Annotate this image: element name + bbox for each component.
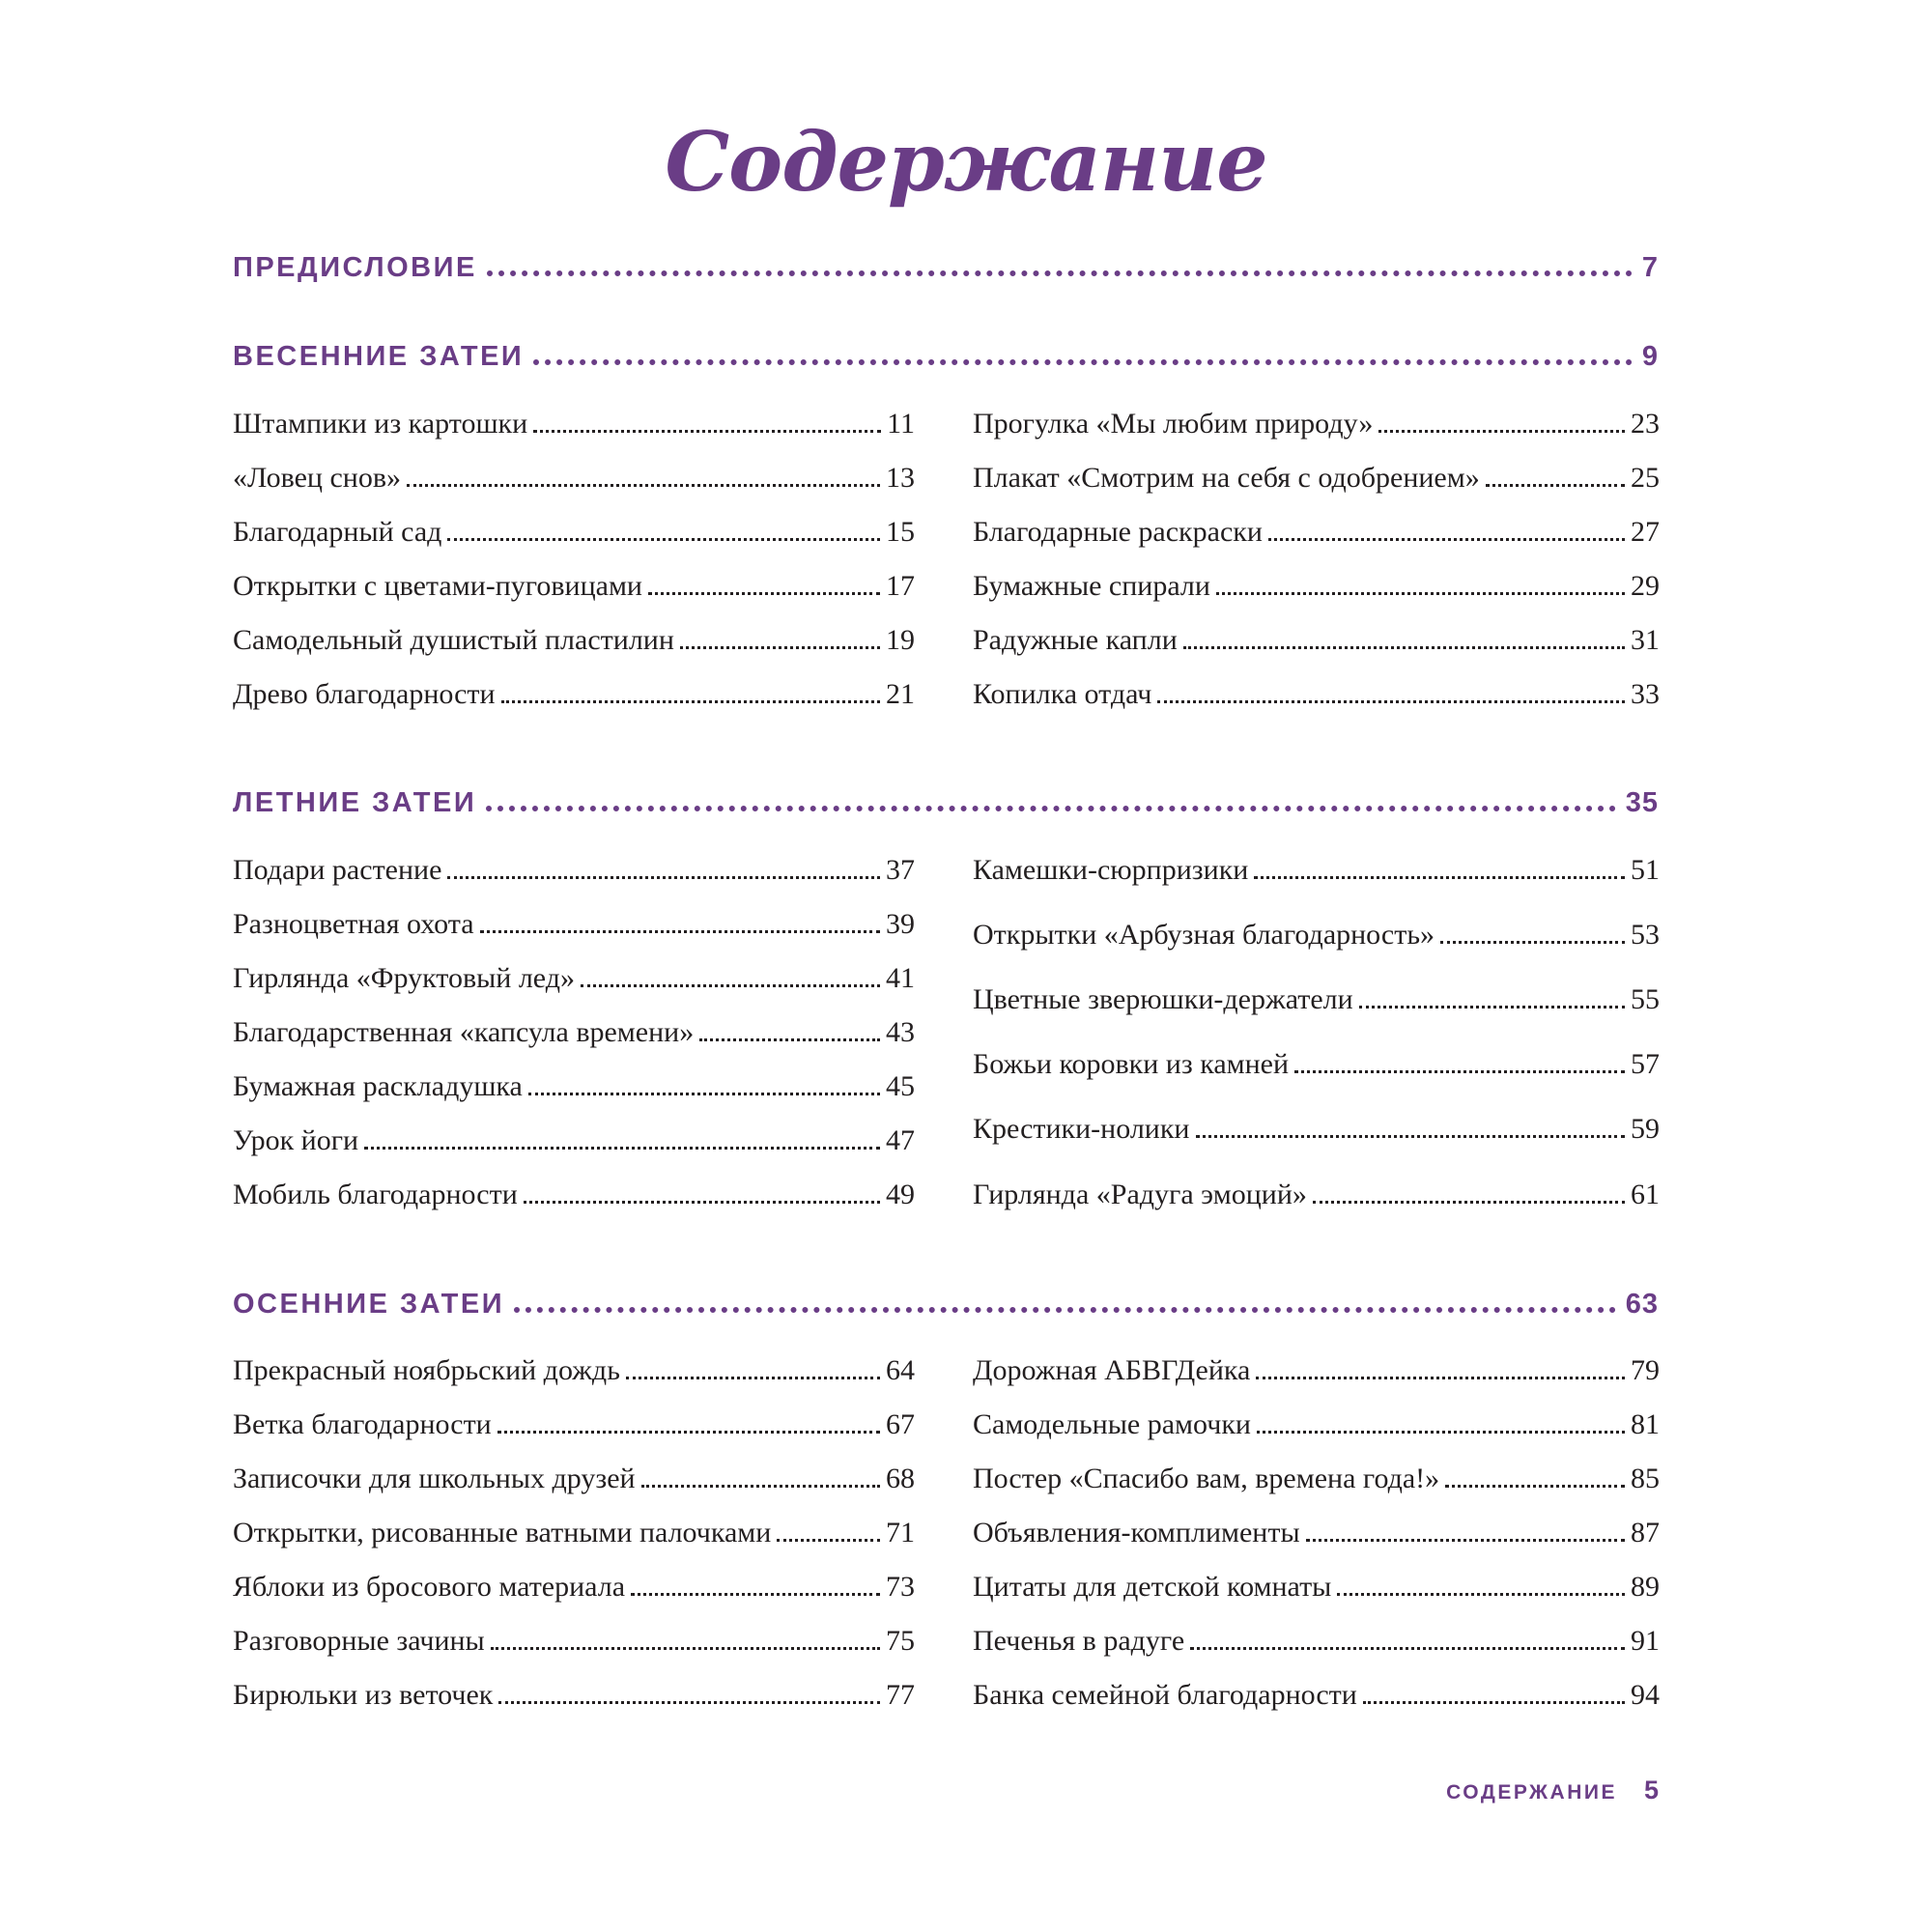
entry-page: 89	[1631, 1571, 1660, 1603]
dot-leader	[1359, 986, 1625, 1009]
toc-entry	[973, 854, 1660, 887]
toc-entry	[233, 1408, 915, 1441]
toc-entry	[973, 408, 1660, 440]
entry-page: 41	[886, 962, 915, 994]
entry-title: Яблоки из бросового материала	[233, 1571, 626, 1603]
toc-entry	[233, 1016, 915, 1049]
toc-entry	[233, 516, 915, 549]
entry-title: Цветные зверюшки-держатели	[973, 983, 1353, 1015]
entry-title: Открытки «Арбузная благодарность»	[973, 919, 1435, 951]
entry-title: Благодарные раскраски	[973, 516, 1263, 548]
entry-page: 67	[886, 1408, 915, 1440]
entry-title: Объявления-комплименты	[973, 1517, 1300, 1548]
toc-entry	[233, 462, 915, 495]
section-title: ВЕСЕННИЕ ЗАТЕИ	[233, 341, 525, 372]
entry-page: 87	[1631, 1517, 1660, 1548]
toc-entry	[973, 1113, 1660, 1146]
toc-entry	[233, 854, 915, 887]
toc-entry	[233, 1124, 915, 1157]
section-title: ПРЕДИСЛОВИЕ	[233, 252, 477, 283]
dot-leader	[680, 627, 880, 649]
section-heading-autumn	[233, 1286, 1659, 1321]
entry-title: Радужные капли	[973, 624, 1178, 656]
dot-leader	[1294, 1051, 1625, 1073]
dot-leader	[699, 1019, 880, 1041]
entry-title: Древо благодарности	[233, 678, 496, 710]
entry-page: 29	[1631, 570, 1660, 602]
entry-page: 23	[1631, 408, 1660, 440]
entry-title: Подари растение	[233, 854, 442, 886]
toc-entry	[973, 1179, 1660, 1211]
section-heading-summer	[233, 784, 1659, 819]
section-heading-spring	[233, 338, 1659, 373]
dot-leader	[1190, 1628, 1625, 1650]
entry-title: Разговорные зачины	[233, 1625, 485, 1657]
dot-leader	[1254, 857, 1625, 879]
entry-page: 73	[886, 1571, 915, 1603]
toc-entry	[973, 462, 1660, 495]
entry-title: «Ловец снов»	[233, 462, 401, 494]
entry-title: Банка семейной благодарности	[973, 1679, 1357, 1711]
dot-leader	[1216, 573, 1625, 595]
dot-leader	[1183, 627, 1625, 649]
toc-entry	[973, 1625, 1660, 1658]
entry-title: Божьи коровки из камней	[973, 1048, 1290, 1080]
entry-page: 45	[886, 1070, 915, 1102]
toc-entry	[233, 908, 915, 941]
section-page: 35	[1625, 787, 1659, 818]
section-page: 63	[1625, 1289, 1659, 1320]
entry-title: Благодарный сад	[233, 516, 442, 548]
dot-leader	[501, 681, 880, 703]
entry-page: 91	[1631, 1625, 1660, 1657]
dot-leader	[1378, 411, 1625, 433]
entry-title: Дорожная АБВГДейка	[973, 1354, 1251, 1386]
dot-leader	[1256, 1357, 1625, 1379]
entry-page: 71	[886, 1517, 915, 1548]
dot-leader	[648, 573, 880, 595]
entry-title: Плакат «Смотрим на себя с одобрением»	[973, 462, 1480, 494]
dot-leader	[1157, 681, 1625, 703]
entry-title: Копилка отдач	[973, 678, 1152, 710]
entry-title: Самодельные рамочки	[973, 1408, 1251, 1440]
entry-title: Прогулка «Мы любим природу»	[973, 408, 1374, 440]
dot-leader	[528, 1073, 880, 1095]
entry-page: 31	[1631, 624, 1660, 656]
entry-page: 68	[886, 1463, 915, 1494]
section-heading-preface	[233, 249, 1659, 284]
running-footer	[1446, 1776, 1659, 1805]
toc-entry	[973, 570, 1660, 603]
toc-entry	[973, 1571, 1660, 1604]
section-page: 7	[1641, 252, 1659, 283]
entry-title: Мобиль благодарности	[233, 1179, 518, 1210]
dot-leader	[581, 965, 880, 987]
toc-entry	[973, 919, 1660, 952]
toc-entry	[973, 624, 1660, 657]
entry-title: Гирлянда «Фруктовый лед»	[233, 962, 575, 994]
entry-page: 33	[1631, 678, 1660, 710]
entry-title: Записочки для школьных друзей	[233, 1463, 636, 1494]
entry-page: 19	[886, 624, 915, 656]
toc-entry	[233, 1571, 915, 1604]
entry-title: Урок йоги	[233, 1124, 359, 1156]
entry-page: 81	[1631, 1408, 1660, 1440]
dot-leader	[447, 519, 880, 541]
toc-entry	[973, 1048, 1660, 1081]
dot-leader	[364, 1127, 880, 1150]
dot-leader	[498, 1682, 880, 1704]
toc-entry	[233, 1625, 915, 1658]
entry-page: 75	[886, 1625, 915, 1657]
section-title: ОСЕННИЕ ЗАТЕИ	[233, 1289, 505, 1320]
toc-entry	[233, 1517, 915, 1549]
dot-leader	[1486, 465, 1625, 487]
entry-title: Гирлянда «Радуга эмоций»	[973, 1179, 1307, 1210]
dot-leader	[631, 1574, 880, 1596]
toc-entry	[973, 1408, 1660, 1441]
dot-leader	[407, 465, 880, 487]
entry-title: Самодельный душистый пластилин	[233, 624, 674, 656]
dot-leader	[641, 1465, 880, 1488]
dot-leader	[447, 857, 880, 879]
entry-title: Бирюльки из веточек	[233, 1679, 494, 1711]
entry-page: 11	[887, 408, 915, 440]
dot-leader	[487, 249, 1633, 276]
toc-entry	[973, 1679, 1660, 1712]
entry-page: 94	[1631, 1679, 1660, 1711]
entry-title: Крестики-нолики	[973, 1113, 1190, 1145]
dot-leader	[1363, 1682, 1625, 1704]
entry-page: 49	[886, 1179, 915, 1210]
section-title: ЛЕТНИЕ ЗАТЕИ	[233, 787, 477, 818]
dot-leader	[533, 338, 1633, 365]
toc-entry	[233, 1463, 915, 1495]
dot-leader	[497, 1411, 880, 1434]
section-page: 9	[1641, 341, 1659, 372]
entry-title: Благодарственная «капсула времени»	[233, 1016, 695, 1048]
toc-entry	[233, 1354, 915, 1387]
entry-title: Ветка благодарности	[233, 1408, 492, 1440]
toc-entry	[233, 962, 915, 995]
entry-title: Прекрасный ноябрьский дождь	[233, 1354, 620, 1386]
dot-leader	[480, 911, 880, 933]
dot-leader	[1257, 1411, 1625, 1434]
entry-page: 59	[1631, 1113, 1660, 1145]
toc-entry	[233, 1679, 915, 1712]
entry-page: 53	[1631, 919, 1660, 951]
entry-page: 61	[1631, 1179, 1660, 1210]
entry-page: 77	[886, 1679, 915, 1711]
entry-page: 27	[1631, 516, 1660, 548]
entry-page: 85	[1631, 1463, 1660, 1494]
entry-page: 39	[886, 908, 915, 940]
toc-entry	[973, 1354, 1660, 1387]
page-number: 5	[1643, 1776, 1659, 1804]
page-title: Содержание	[665, 114, 1267, 210]
dot-leader	[533, 411, 881, 433]
entry-page: 57	[1631, 1048, 1660, 1080]
entry-page: 15	[886, 516, 915, 548]
toc-entry	[973, 1517, 1660, 1549]
entry-page: 25	[1631, 462, 1660, 494]
toc-entry	[973, 516, 1660, 549]
entry-page: 51	[1631, 854, 1660, 886]
dot-leader	[1337, 1574, 1625, 1596]
dot-leader	[486, 784, 1616, 811]
dot-leader	[1313, 1181, 1625, 1204]
entry-title: Камешки-сюрпризики	[973, 854, 1249, 886]
entry-title: Бумажная раскладушка	[233, 1070, 523, 1102]
toc-entry	[233, 678, 915, 711]
entry-page: 55	[1631, 983, 1660, 1015]
dot-leader	[1196, 1116, 1626, 1138]
entry-page: 43	[886, 1016, 915, 1048]
entry-title: Разноцветная охота	[233, 908, 474, 940]
entry-page: 21	[886, 678, 915, 710]
entry-page: 47	[886, 1124, 915, 1156]
footer-label: СОДЕРЖАНИЕ	[1446, 1781, 1617, 1804]
entry-page: 64	[886, 1354, 915, 1386]
toc-entry	[973, 1463, 1660, 1495]
entry-title: Открытки, рисованные ватными палочками	[233, 1517, 772, 1548]
dot-leader	[514, 1286, 1616, 1313]
dot-leader	[524, 1181, 880, 1204]
entry-page: 79	[1631, 1354, 1660, 1386]
entry-title: Постер «Спасибо вам, времена года!»	[973, 1463, 1440, 1494]
dot-leader	[1445, 1465, 1625, 1488]
entry-title: Цитаты для детской комнаты	[973, 1571, 1332, 1603]
entry-page: 37	[886, 854, 915, 886]
toc-entry	[233, 570, 915, 603]
toc-entry	[233, 624, 915, 657]
entry-title: Штампики из картошки	[233, 408, 528, 440]
dot-leader	[777, 1520, 880, 1542]
dot-leader	[626, 1357, 880, 1379]
entry-title: Печенья в радуге	[973, 1625, 1185, 1657]
dot-leader	[1440, 922, 1625, 944]
toc-entry	[973, 678, 1660, 711]
entry-title: Открытки с цветами-пуговицами	[233, 570, 642, 602]
toc-entry	[973, 983, 1660, 1016]
toc-entry	[233, 1179, 915, 1211]
dot-leader	[491, 1628, 880, 1650]
entry-page: 13	[886, 462, 915, 494]
toc-entry	[233, 1070, 915, 1103]
dot-leader	[1306, 1520, 1625, 1542]
toc-entry	[233, 408, 915, 440]
dot-leader	[1268, 519, 1625, 541]
entry-title: Бумажные спирали	[973, 570, 1210, 602]
entry-page: 17	[886, 570, 915, 602]
